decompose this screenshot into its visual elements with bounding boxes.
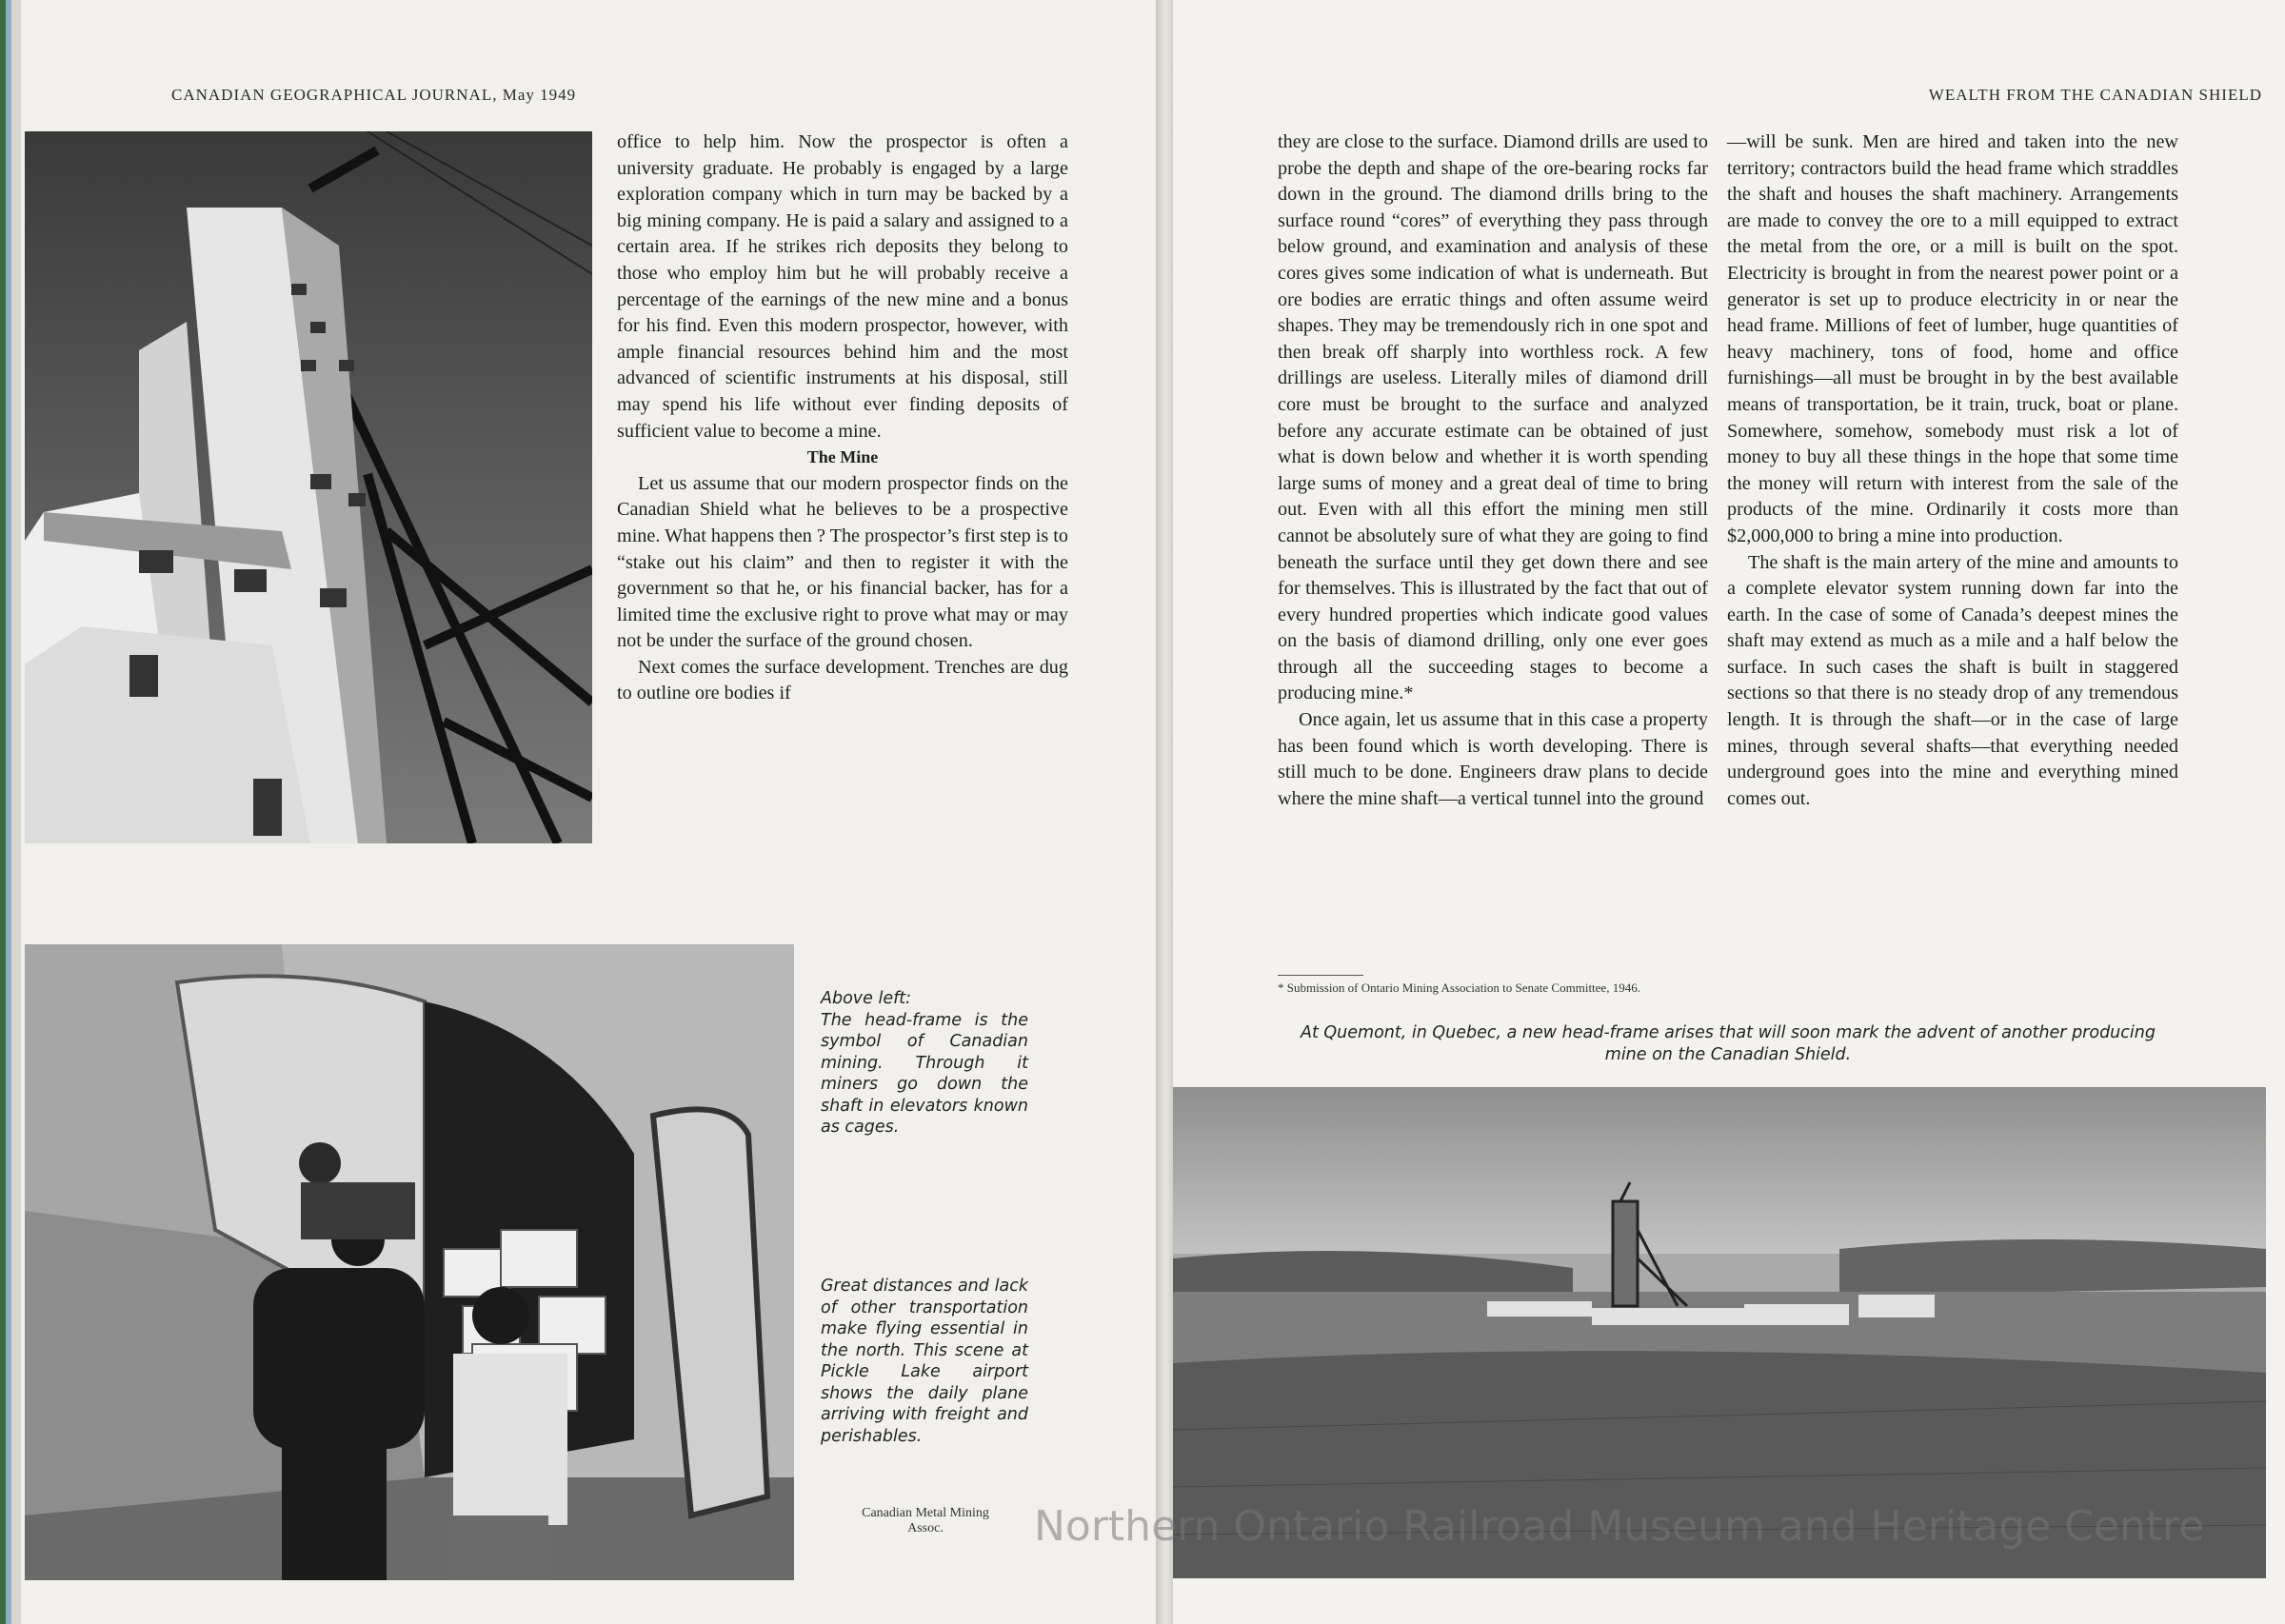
museum-watermark: Northern Ontario Railroad Museum and Heritage Centre: [1034, 1502, 2205, 1551]
paragraph: they are close to the surface. Diamond drills are used to probe the depth and shape of the ore-bearing rocks far down in the ground. The diamond drills bring to the surface round “cores” of everything they pass through below ground, and examination and analysis of these cores gives some indication of what is underneath. But ore bodies are erratic things and often assume weird shapes. They may be tremendously rich in one spot and then break off sharply into worthless rock. A few drillings are useless. Literally miles of diamond drill core must be brought to the surface and analyzed before any accurate estimate can be obtained of just what is down below and whether it is worth spending large sums of money and a great deal of time to bring out. Even with all this effort the mining men still cannot be absolutely sure of what they are going to find beneath the surface until they get down there and see for themselves. This is illustrated by the fact that out of every hundred properties which indicate good values on the basis of diamond drilling, only one ever goes through all the succeeding stages to become a producing mine.*: [1278, 131, 1708, 704]
paragraph: office to help him. Now the prospector is often a university graduate. He probably is engaged by a large exploration company which in turn may be backed by a big mining company. He is paid a salary and assigned to a certain area. If he strikes rich deposits they belong to those who employ him but he will probably receive a percentage of the earnings of the new mine and a bonus for his find. Even this modern prospector, however, with ample financial resources behind him and the most advanced of scientific instruments at his disposal, still may spend his life without ever finding deposits of sufficient value to become a mine.: [617, 131, 1068, 442]
subheading-the-mine: The Mine: [806, 447, 879, 467]
running-head-left: CANADIAN GEOGRAPHICAL JOURNAL, May 1949: [171, 86, 577, 104]
photo-credit: [811, 1506, 1040, 1536]
caption-title: Above left:: [821, 989, 912, 1008]
right-page: [1173, 0, 2285, 1624]
paragraph: Let us assume that our modern prospector finds on the Canadian Shield what he believes to be a prospective mine. What happens then ? The prospector’s first step is to “stake out his claim” and then to register it with the government so that he, or his financial backer, has for a limited time the exclusive right to prove what may or may not be under the surface of the ground chosen.: [617, 472, 1068, 652]
right-body-column-1: [1278, 129, 1708, 812]
footnote: * Submission of Ontario Mining Association to Senate Committee, 1946.: [1278, 980, 1640, 995]
quemont-caption: At Quemont, in Quebec, a new head-frame arises that will soon mark the advent of another producing mine on the Canadian Shield.: [1301, 1023, 2156, 1064]
left-body-column: [617, 129, 1068, 707]
headframe-caption: [821, 988, 1028, 1139]
left-page: [21, 0, 1162, 1624]
airplane-caption: Great distances and lack of other transportation make flying essential in the north. This scene at Pickle Lake airport shows the daily plane arriving with freight and perishables.: [821, 1277, 1028, 1446]
footnote-rule: [1278, 975, 1363, 976]
right-body-column-2: [1727, 129, 2178, 812]
binding-edge: [0, 0, 23, 1624]
paragraph: Once again, let us assume that in this case a property has been found which is worth developing. There is still much to be done. Engineers draw plans to decide where the mine shaft—a vertical tunnel into the ground: [1278, 709, 1708, 809]
running-head-right: WEALTH FROM THE CANADIAN SHIELD: [1928, 86, 2262, 104]
credit-line: Canadian Metal Mining: [862, 1506, 989, 1520]
paragraph: —will be sunk. Men are hired and taken into the new territory; contractors build the head frame which straddles the shaft and houses the shaft machinery. Arrangements are made to convey the ore to a mill equipped to extract the metal from the ore, or a mill is built on the spot. Electricity is brought in from the nearest power point or a generator is set up to produce electricity in or near the head frame. Millions of feet of lumber, huge quantities of heavy machinery, tons of food, home and office furnishings—all must be brought in by the best available means of transportation, be it train, truck, boat or plane. Somewhere, somehow, somebody must risk a lot of money to buy all these things in the hope that some time the money will return with interest from the sale of the products of the mine. Ordinarily it costs more than $2,000,000 to bring a mine into production.: [1727, 131, 2178, 546]
paragraph: Next comes the surface development. Trenches are dug to outline ore bodies if: [617, 656, 1068, 704]
caption-text: The head-frame is the symbol of Canadian mining. Through it miners go down the shaft in elevators known as cages.: [821, 1010, 1028, 1137]
credit-line: Assoc.: [907, 1521, 944, 1535]
paragraph: The shaft is the main artery of the mine and amounts to a complete elevator system running down far into the earth. In the case of some of Canada’s deepest mines the shaft may extend as much as a mile and a half below the surface. In such cases the shaft is built in staggered sections so that there is no steady drop of any tremendous length. It is through the shaft—or in the case of large mines, through several shafts—that everything needed underground goes into the mine and everything mined comes out.: [1727, 551, 2178, 809]
headframe-photo: [25, 131, 592, 843]
airplane-freight-photo: [25, 944, 794, 1580]
